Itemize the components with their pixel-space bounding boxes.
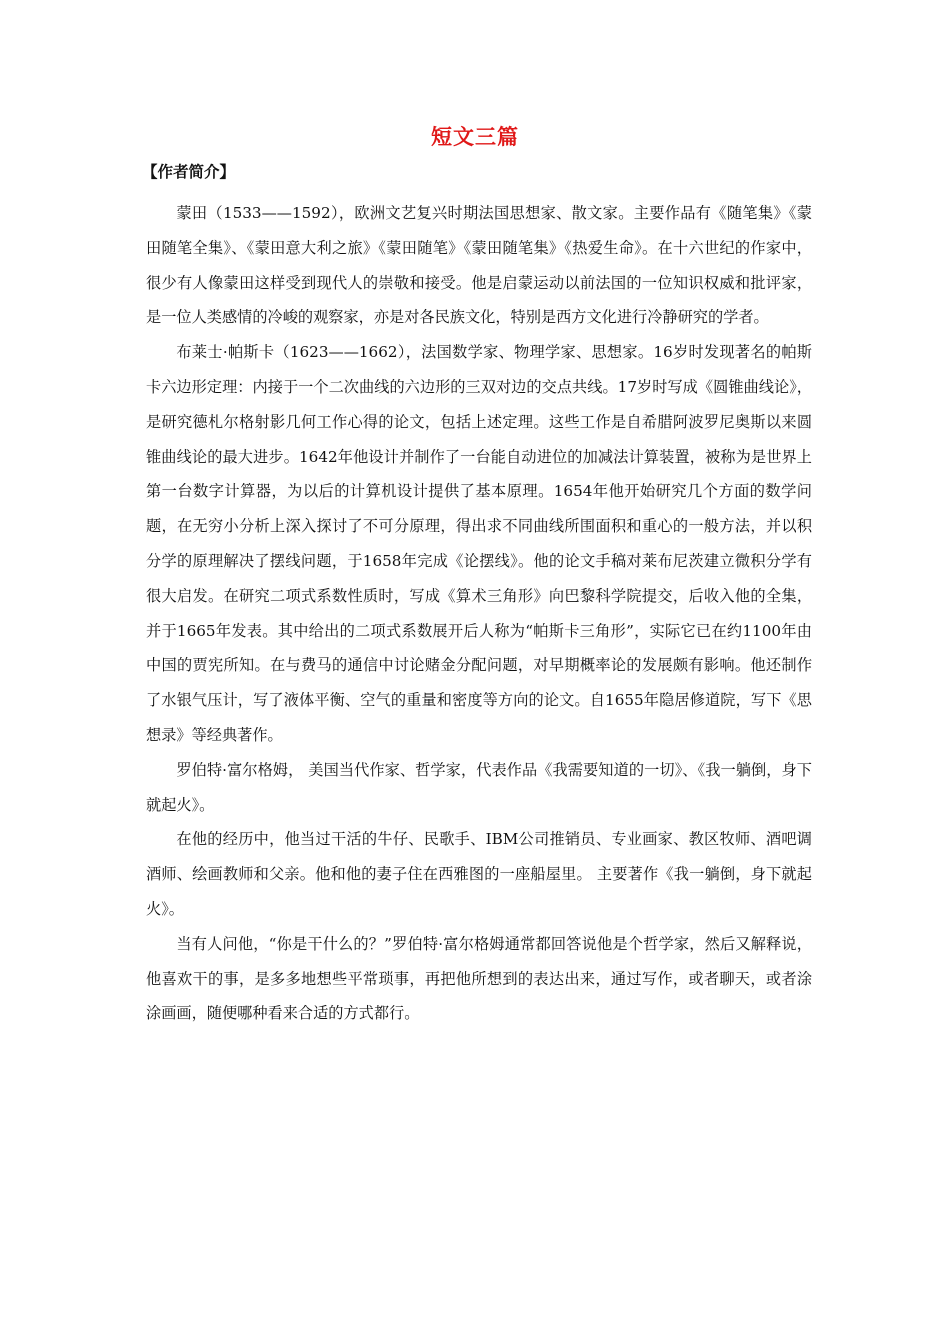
paragraph-pascal: 布莱士·帕斯卡（1623——1662），法国数学家、物理学家、思想家。16岁时发现著名的帕斯卡六边形定理：内接于一个二次曲线的六边形的三双对边的交点共线。17岁时写成《圆锥曲线论》，是研究德札尔格射影几何工作心得的论文，包括上述定理。这些工作是自希腊阿波罗尼奥斯以来圆锥曲线论的最大进步。1642年他设计并制作了一台能自动进位的加减法计算装置，被称为是世界上第一台数字计算器，为以后的计算机设计提供了基本原理。1654年他开始研究几个方面的数学问题，在无穷小分析上深入探讨了不可分原理，得出求不同曲线所围面积和重心的一般方法，并以积分学的原理解决了摆线问题，于1658年完成《论摆线》。他的论文手稿对莱布尼茨建立微积分学有很大启发。在研究二项式系数性质时，写成《算术三角形》向巴黎科学院提交，后收入他的全集，并于1665年发表。其中给出的二项式系数展开后人称为“帕斯卡三角形”，实际它已在约1100年由中国的贾宪所知。在与费马的通信中讨论赌金分配问题，对早期概率论的发展颇有影响。他还制作了水银气压计，写了液体平衡、空气的重量和密度等方向的论文。自1655年隐居修道院，写下《思想录》等经典著作。 bbox=[146, 343, 812, 744]
paragraph-fulghum-philosopher: 当有人问他，“你是干什么的？”罗伯特·富尔格姆通常都回答说他是个哲学家，然后又解释说，他喜欢干的事，是多多地想些平常琐事，再把他所想到的表达出来，通过写作，或者聊天，或者涂涂画画，随便哪种看来合适的方式都行。 bbox=[146, 934, 812, 1023]
paragraph-fulghum-career: 在他的经历中，他当过干活的牛仔、民歌手、IBM公司推销员、专业画家、教区牧师、酒吧调酒师、绘画教师和父亲。他和他的妻子住在西雅图的一座船屋里。 主要著作《我一躺倒，身下就起火》。 bbox=[146, 830, 812, 918]
document-title: 短文三篇 bbox=[431, 124, 519, 149]
paragraph-montaigne: 蒙田（1533——1592），欧洲文艺复兴时期法国思想家、散文家。主要作品有《随笔集》《蒙田随笔全集》、《蒙田意大利之旅》《蒙田随笔》《蒙田随笔集》《热爱生命》。在十六世纪的作家中，很少有人像蒙田这样受到现代人的崇敬和接受。他是启蒙运动以前法国的一位知识权威和批评家，是一位人类感情的冷峻的观察家，亦是对各民族文化，特别是西方文化进行冷静研究的学者。 bbox=[146, 204, 812, 327]
document-body bbox=[146, 196, 812, 1031]
section-heading-author-intro: 【作者简介】 bbox=[142, 162, 236, 181]
paragraph-fulghum-intro: 罗伯特·富尔格姆， 美国当代作家、哲学家，代表作品《我需要知道的一切》、《我一躺倒，身下就起火》。 bbox=[146, 760, 812, 814]
